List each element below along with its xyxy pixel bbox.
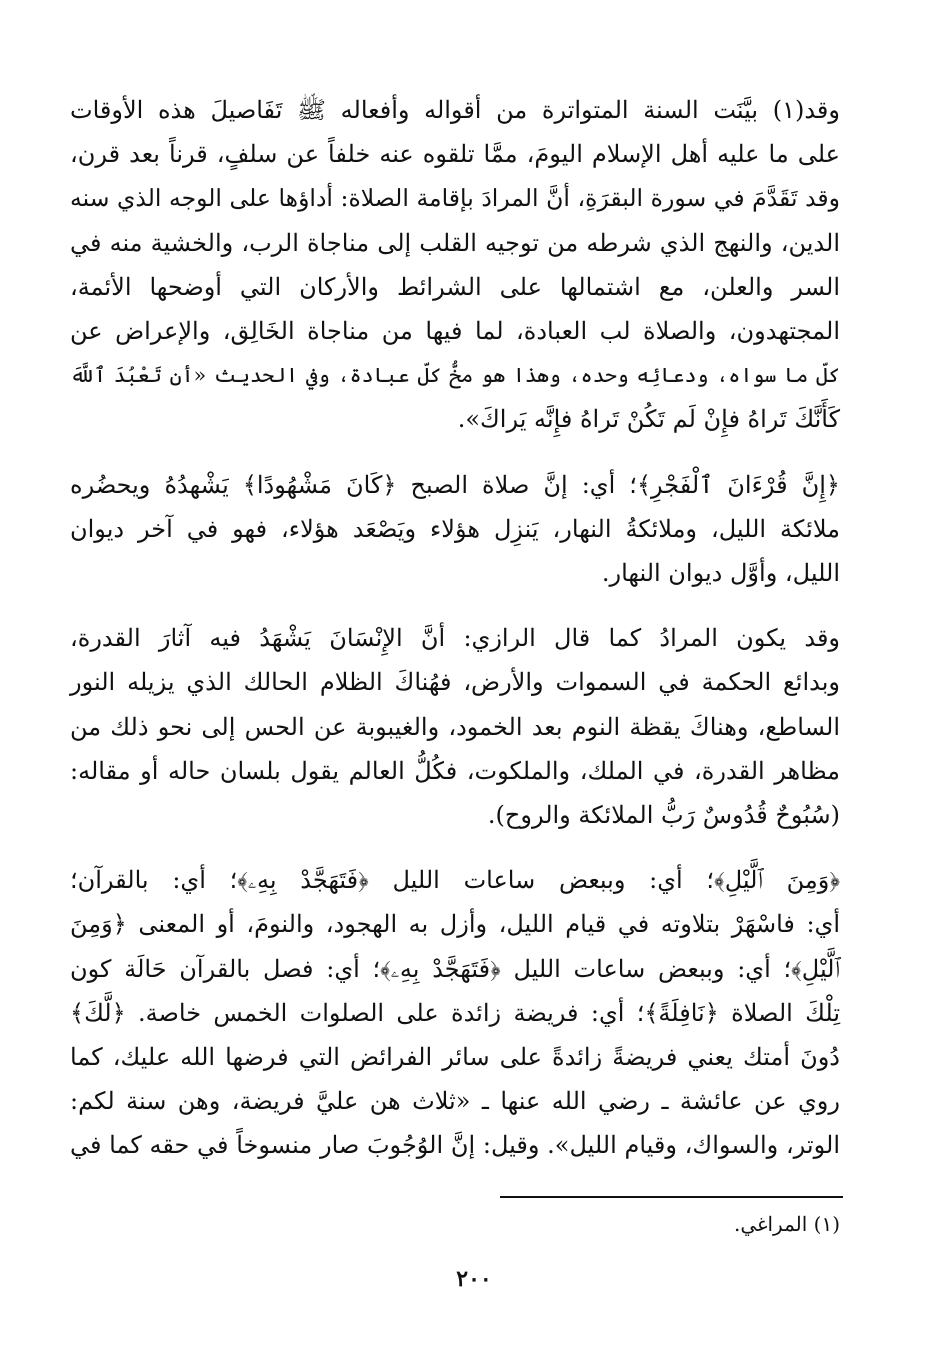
text-line: روي عن عائشة ـ رضي الله عنها ـ «ثلاث هن عليَّ فريضة، وهن سنة لكم: <box>70 1087 840 1116</box>
text-line: الدين، والنهج الذي شرطه من توجيه القلب إلى مناجاة الرب، والخشية منه في <box>70 228 840 257</box>
page-body <box>70 88 840 1168</box>
text-line: على ما عليه أهل الإسلام اليومَ، ممَّا تلقوه عنه خلفاً عن سلفٍ، قرناً بعد قرن، <box>70 140 840 169</box>
text-line: ﴿إِنَّ قُرْءَانَ ٱلْفَجْرِ﴾؛ أي: إنَّ صلاة الصبح ﴿كَانَ مَشْهُودًا﴾ يَشْهدُهُ ويحضُره <box>70 470 840 499</box>
text-line: (سُبُوحٌ قُدُوسٌ رَبُّ الملائكة والروح). <box>487 801 840 830</box>
text-line: ﴿وَمِنَ ٱلَّيْلِ﴾؛ أي: وببعض ساعات الليل ﴿فَتَهَجَّدْ بِهِۦ﴾؛ أي: بالقرآن؛ <box>70 866 840 895</box>
text-line: الوتر، والسواك، وقيام الليل». وقيل: إنَّ الوُجُوبَ صار منسوخاً في حقه كما في <box>70 1131 840 1160</box>
paragraph-prayer-times <box>70 88 840 442</box>
text-line: الليل، وأوَّل ديوان النهار. <box>601 559 840 588</box>
paragraph-night-prayer <box>70 858 840 1167</box>
text-line: ٱلَّيْلِ﴾؛ أي: وببعض ساعات الليل ﴿فَتَهَجَّدْ بِهِۦ﴾؛ أي: فصل بالقرآن حَالَة كون <box>70 954 840 983</box>
text-line: السر والعلن، مع اشتمالها على الشرائط والأركان التي أوضحها الأئمة، <box>70 272 840 301</box>
text-line: المجتهدون، والصلاة لب العبادة، لما فيها من مناجاة الخَالِق، والإعراض عن <box>70 317 840 346</box>
text-line: ملائكة الليل، وملائكةُ النهار، يَنزِل هؤلاء ويَصْعَد هؤلاء، فهو في آخر ديوان <box>70 514 840 543</box>
text-line: كلّ ما سواه، ودعائِه وحده، وهذا هو مخُّ كلّ عبادة، وفي الحديث «أن تَعْبُدَ ٱللَّهَ <box>70 363 840 388</box>
text-line: وقد(١) بيَّنَت السنة المتواترة من أقواله وأفعاله ﷺ تَفَاصيلَ هذه الأوقات <box>70 96 840 124</box>
page-number: ٢٠٠ <box>456 1266 492 1292</box>
paragraph-dawn-recitation <box>70 463 840 596</box>
text-line: كَأَنَّكَ تَراهُ فإِنْ لَم تَكُنْ تَراهُ فإِنَّه يَراكَ». <box>457 405 840 434</box>
text-line: الساطع، وهناكَ يقظة النوم بعد الخمود، والغيبوبة عن الحس إلى نحو ذلك من <box>70 712 840 741</box>
text-line: وبدائع الحكمة في السموات والأرض، فهُناكَ الظلام الحالك الذي يزيله النور <box>70 668 840 697</box>
text-line: وقد تَقَدَّمَ في سورة البقرَةِ، أنَّ المرادَ بإقامة الصلاة: أداؤها على الوجه الذي سنه <box>70 184 840 213</box>
text-line: وقد يكون المرادُ كما قال الرازي: أنَّ الإِنْسَانَ يَشْهَدُ فيه آثارَ القدرة، <box>70 624 840 653</box>
footnote-divider <box>500 1196 843 1198</box>
text-line: تِلْكَ الصلاة ﴿نَافِلَةً﴾؛ أي: فريضة زائدة على الصلوات الخمس خاصة. ﴿لَّكَ﴾ <box>70 998 840 1027</box>
paragraph-razi-commentary <box>70 616 840 837</box>
footnote: (١) المراغي. <box>733 1212 840 1236</box>
text-line: مظاهر القدرة، في الملك، والملكوت، فكُلُّ العالم يقول بلسان حاله أو مقاله: <box>70 756 840 785</box>
text-line: أي: فاسْهَرْ بتلاوته في قيام الليل، وأزل به الهجود، والنومَ، أو المعنى ﴿وَمِنَ <box>70 910 840 939</box>
text-line: دُونَ أمتك يعني فريضةً زائدةً على سائر الفرائض التي فرضها الله عليك، كما <box>70 1043 840 1072</box>
